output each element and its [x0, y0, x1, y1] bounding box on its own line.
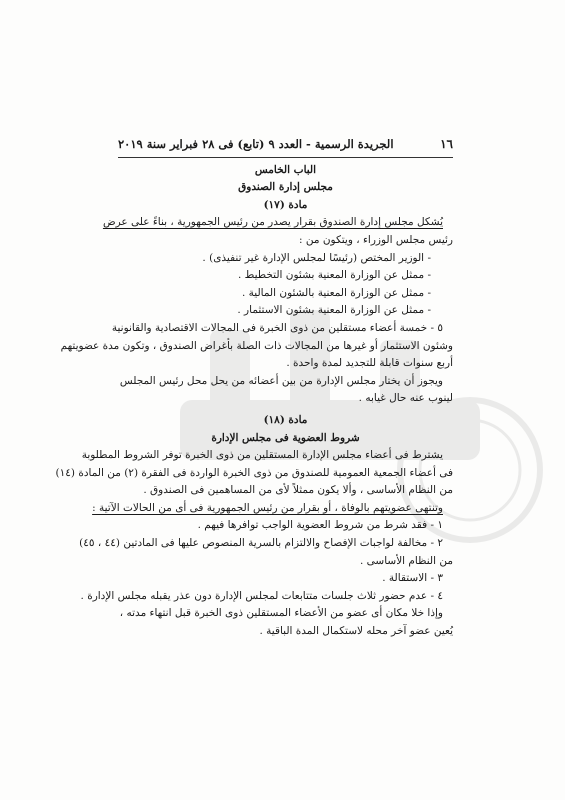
- article-17-intro-2: رئيس مجلس الوزراء ، ويتكون من :: [298, 233, 453, 246]
- article-18-p3-1: وإذا خلا مكان أى عضو من الأعضاء المستقلين ذوى الخبرة قبل انتهاء مدته ،: [119, 607, 443, 620]
- article-18-p1-3: من النظام الأساسى ، وألا يكون ممثلاً لأى من المساهمين فى الصندوق .: [143, 484, 453, 497]
- article-17-item: - ممثل عن الوزارة المعنية بالشئون المالية .: [241, 286, 431, 299]
- article-17-item5-2: وشئون الاستثمار أو غيرها من المجالات ذات الصلة بأغراض الصندوق ، وتكون مدة عضويتهم: [60, 339, 453, 352]
- gazette-title: الجريدة الرسمية - العدد ٩ (تابع) فى ٢٨ فبراير سنة ٢٠١٩: [118, 137, 394, 151]
- article-17-para-2: لينوب عنه حال غيابه .: [358, 392, 453, 405]
- article-17-item: - ممثل عن الوزارة المعنية بشئون الاستثمار .: [237, 304, 431, 317]
- article-17-para-1: ويجوز أن يختار مجلس الإدارة من بين أعضائه من يحل محل رئيس المجلس: [119, 374, 443, 387]
- article-18-p2-1: وتنتهى عضويتهم بالوفاة ، أو بقرار من رئيس الجمهورية فى أى من الحالات الآتية :: [92, 501, 443, 514]
- article-17-heading: مادة (١٧): [263, 198, 308, 211]
- page-number: ١٦: [440, 137, 453, 151]
- article-18-p1-2: فى أعضاء الجمعية العمومية للصندوق من ذوى الخبرة الواردة فى الفقرة (٢) من المادة (١٤): [55, 466, 453, 479]
- article-17-item: - الوزير المختص (رئيسًا لمجلس الإدارة غير تنفيذى) .: [202, 251, 431, 264]
- chapter-title: مجلس إدارة الصندوق: [238, 181, 333, 194]
- article-18-subtitle: شروط العضوية فى مجلس الإدارة: [211, 431, 360, 444]
- page-header: [118, 136, 453, 158]
- article-17-item5-1: ٥ - خمسة أعضاء مستقلين من ذوى الخبرة فى المجالات الاقتصادية والقانونية: [111, 321, 443, 334]
- article-18-condition-4: ٤ - عدم حضور ثلاث جلسات متتابعات لمجلس الإدارة دون عذر يقبله مجلس الإدارة .: [80, 589, 443, 602]
- article-18-p1-1: يشترط فى أعضاء مجلس الإدارة المستقلين من ذوى الخبرة توفر الشروط المطلوبة: [81, 449, 443, 462]
- article-18-p3-2: يُعين عضو آخر محله لاستكمال المدة الباقية .: [259, 625, 453, 638]
- article-18-condition-1: ١ - فقد شرط من شروط العضوية الواجب توافرها فيهم .: [197, 519, 443, 532]
- article-17-item: - ممثل عن الوزارة المعنية بشئون التخطيط .: [237, 269, 431, 282]
- article-18-condition-2a: ٢ - مخالفة لواجبات الإفصاح والالتزام بالسرية المنصوص عليها فى المادتين (٤٤ ، ٤٥): [79, 537, 443, 550]
- article-17-intro-1: يُشكل مجلس إدارة الصندوق بقرار يصدر من رئيس الجمهورية ، بناءً على عرض: [102, 216, 443, 229]
- article-18-condition-3: ٣ - الاستقالة .: [382, 572, 443, 585]
- page-content: [55, 126, 453, 641]
- article-17-item5-3: أربع سنوات قابلة للتجديد لمدة واحدة .: [286, 357, 453, 370]
- chapter-heading: الباب الخامس: [254, 163, 317, 176]
- article-18-condition-2b: من النظام الأساسى .: [359, 554, 453, 567]
- article-18-heading: مادة (١٨): [263, 413, 308, 426]
